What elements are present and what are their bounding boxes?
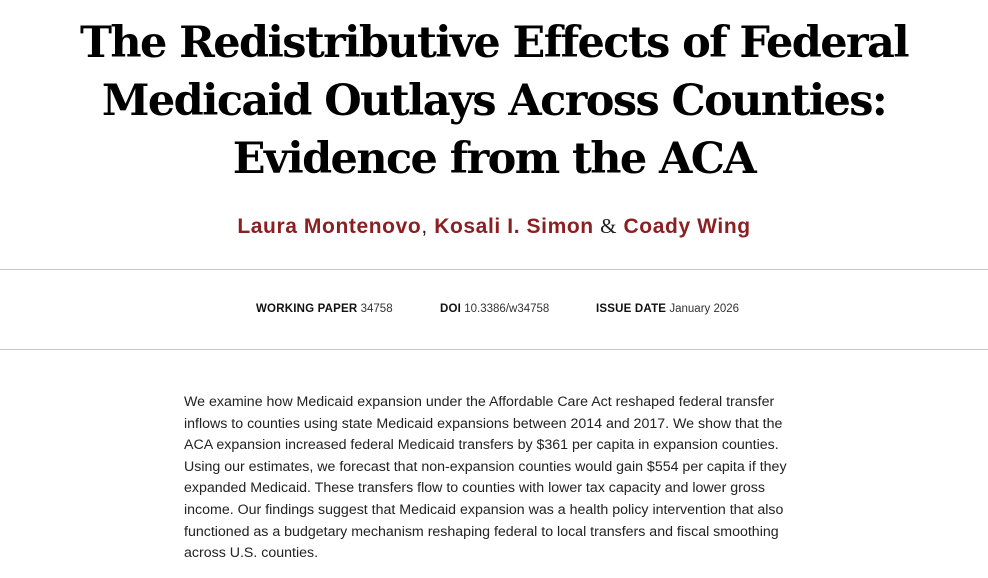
divider-bottom (0, 349, 988, 350)
author-link-montenovo[interactable]: Laura Montenovo (237, 215, 422, 238)
issue-date-label: ISSUE DATE (596, 303, 667, 315)
divider-top (0, 269, 988, 270)
doi-label: DOI (440, 303, 462, 315)
author-separator-ampersand: & (600, 214, 618, 238)
doi-value: 10.3386/w34758 (464, 303, 550, 315)
paper-title: The Redistributive Effects of Federal Medicaid Outlays Across Counties: Evidence from the ACA (79, 18, 909, 184)
abstract-text: We examine how Medicaid expansion under the Affordable Care Act reshaped federal transfer inflows to counties using state Medicaid expansions between 2014 and 2017. We show that the ACA expansion increased federal Medicaid transfers by $361 per capita in expansion counties. Using our estimates, we forecast that non-expansion counties would gain $554 per capita if they expanded Medicaid. These transfers flow to counties with lower tax capacity and lower gross income. Our findings suggest that Medicaid expansion was a health policy intervention that also functioned as a budgetary mechanism reshaping federal to local transfers and fiscal smoothing across U.S. counties. (184, 394, 787, 562)
working-paper-label: WORKING PAPER (256, 303, 358, 315)
doi (440, 301, 549, 317)
paper-metadata (0, 301, 988, 317)
author-link-simon[interactable]: Kosali I. Simon (434, 215, 594, 238)
author-link-wing[interactable]: Coady Wing (623, 215, 751, 238)
author-list (0, 212, 988, 241)
issue-date-value: January 2026 (669, 303, 740, 315)
working-paper-value: 34758 (360, 303, 393, 315)
working-paper-number (256, 301, 393, 317)
issue-date (596, 301, 739, 317)
author-separator-comma: , (421, 215, 428, 238)
